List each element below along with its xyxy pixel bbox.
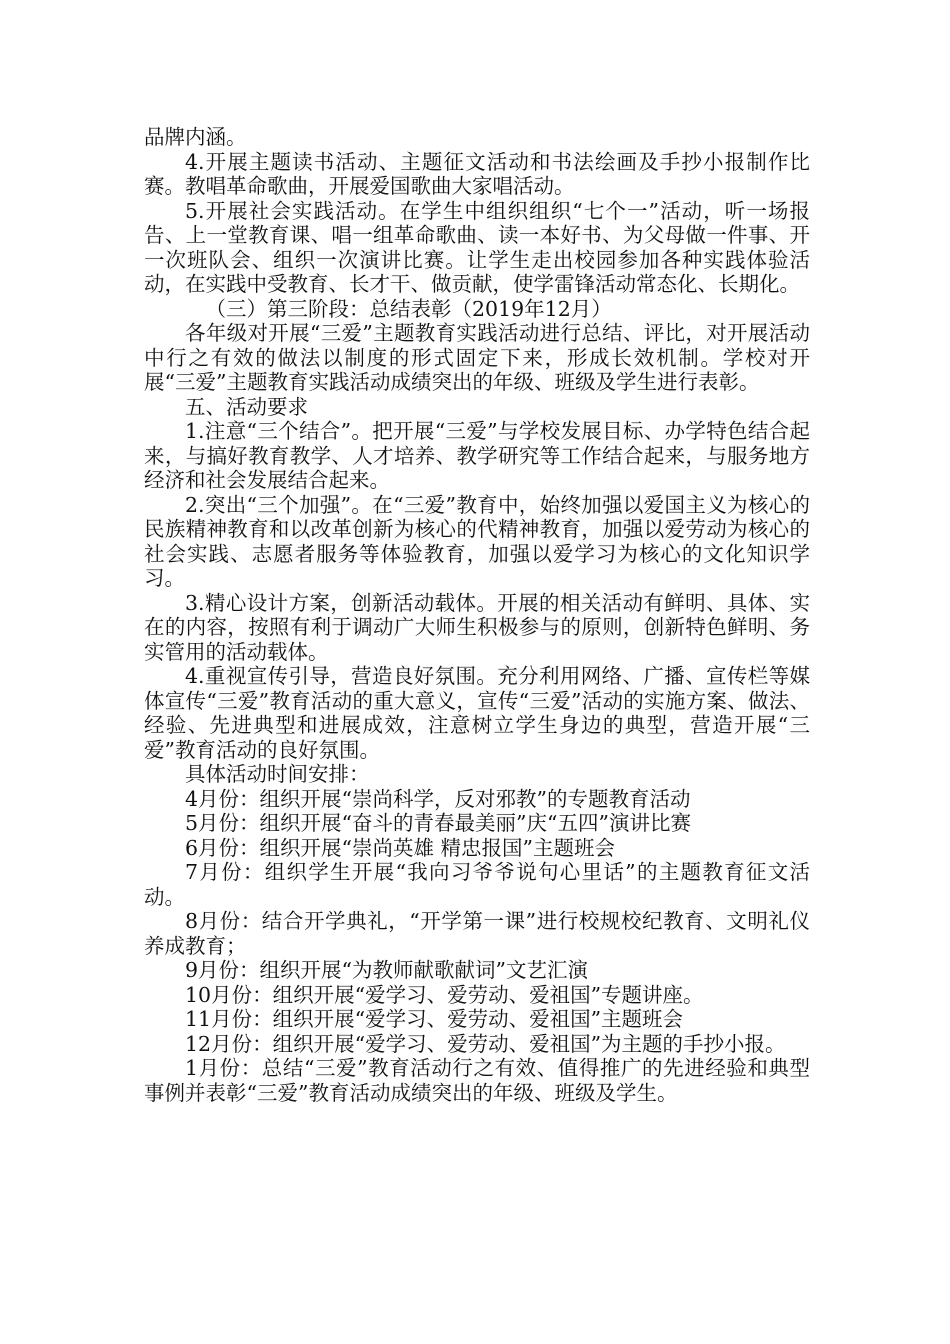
paragraph-reading-activity: 4.开展主题读书活动、主题征文活动和书法绘画及手抄小报制作比赛。教唱革命歌曲，开展爱国歌曲大家唱活动。 <box>144 149 810 198</box>
paragraph-summary-commendation: 各年级对开展“三爱”主题教育实践活动进行总结、评比，对开展活动中行之有效的做法以制度的形式固定下来，形成长效机制。学校对开展“三爱”主题教育实践活动成绩突出的年级、班级及学生进行表彰。 <box>144 321 810 394</box>
schedule-item-july: 7月份：组织学生开展“我向习爷爷说句心里话”的主题教育征文活动。 <box>144 860 810 909</box>
paragraph-brand-connotation: 品牌内涵。 <box>144 125 247 149</box>
schedule-item-may: 5月份：组织开展“奋斗的青春最美丽”庆“五四”演讲比赛 <box>185 811 691 835</box>
schedule-item-august: 8月份：结合开学典礼，“开学第一课”进行校规校纪教育、文明礼仪养成教育； <box>144 909 810 958</box>
schedule-item-april: 4月份：组织开展“崇尚科学，反对邪教”的专题教育活动 <box>185 786 691 811</box>
paragraph-publicity: 4.重视宣传引导，营造良好氛围。充分利用网络、广播、宣传栏等媒体宣传“三爱”教育活动的重大意义，宣传“三爱”活动的实施方案、做法、经验、先进典型和进展成效，注意树立学生身边的典型，营造开展“三爱”教育活动的良好氛围。 <box>144 664 810 762</box>
paragraph-three-strengthenings: 2.突出“三个加强”。在“三爱”教育中，始终加强以爱国主义为核心的民族精神教育和以改革创新为核心的代精神教育，加强以爱劳动为核心的社会实践、志愿者服务等体验教育，加强以爱学习为核心的文化知识学习。 <box>144 492 810 590</box>
schedule-item-january: 1月份：总结“三爱”教育活动行之有效、值得推广的先进经验和典型事例并表彰“三爱”教育活动成绩突出的年级、班级及学生。 <box>144 1056 810 1105</box>
paragraph-schedule-intro: 具体活动时间安排： <box>185 762 370 786</box>
schedule-item-november: 11月份：组织开展“爱学习、爱劳动、爱祖国”主题班会 <box>185 1007 684 1031</box>
paragraph-social-practice: 5.开展社会实践活动。在学生中组织组织“七个一”活动，听一场报告、上一堂教育课、唱一组革命歌曲、读一本好书、为父母做一件事、开一次班队会、组织一次演讲比赛。让学生走出校园参加各种实践体验活动，在实践中受教育、长才干、做贡献，使学雷锋活动常态化、长期化。 <box>144 198 810 296</box>
schedule-item-june: 6月份：组织开展“崇尚英雄 精忠报国”主题班会 <box>185 835 616 860</box>
document-body <box>144 125 810 1105</box>
paragraph-design-plan: 3.精心设计方案，创新活动载体。开展的相关活动有鲜明、具体、实在的内容，按照有利于调动广大师生积极参与的原则，创新特色鲜明、务实管用的活动载体。 <box>144 590 810 664</box>
section-heading-stage-three: （三）第三阶段：总结表彰（2019年12月） <box>205 296 612 321</box>
section-heading-activity-requirements: 五、活动要求 <box>185 394 308 419</box>
paragraph-three-combinations: 1.注意“三个结合”。把开展“三爱”与学校发展目标、办学特色结合起来，与搞好教育教学、人才培养、教学研究等工作结合起来，与服务地方经济和社会发展结合起来。 <box>144 419 810 492</box>
schedule-item-september: 9月份：组织开展“为教师献歌献词”文艺汇演 <box>185 958 589 982</box>
schedule-item-october: 10月份：组织开展“爱学习、爱劳动、爱祖国”专题讲座。 <box>185 982 704 1007</box>
schedule-item-december: 12月份：组织开展“爱学习、爱劳动、爱祖国”为主题的手抄小报。 <box>185 1031 786 1056</box>
